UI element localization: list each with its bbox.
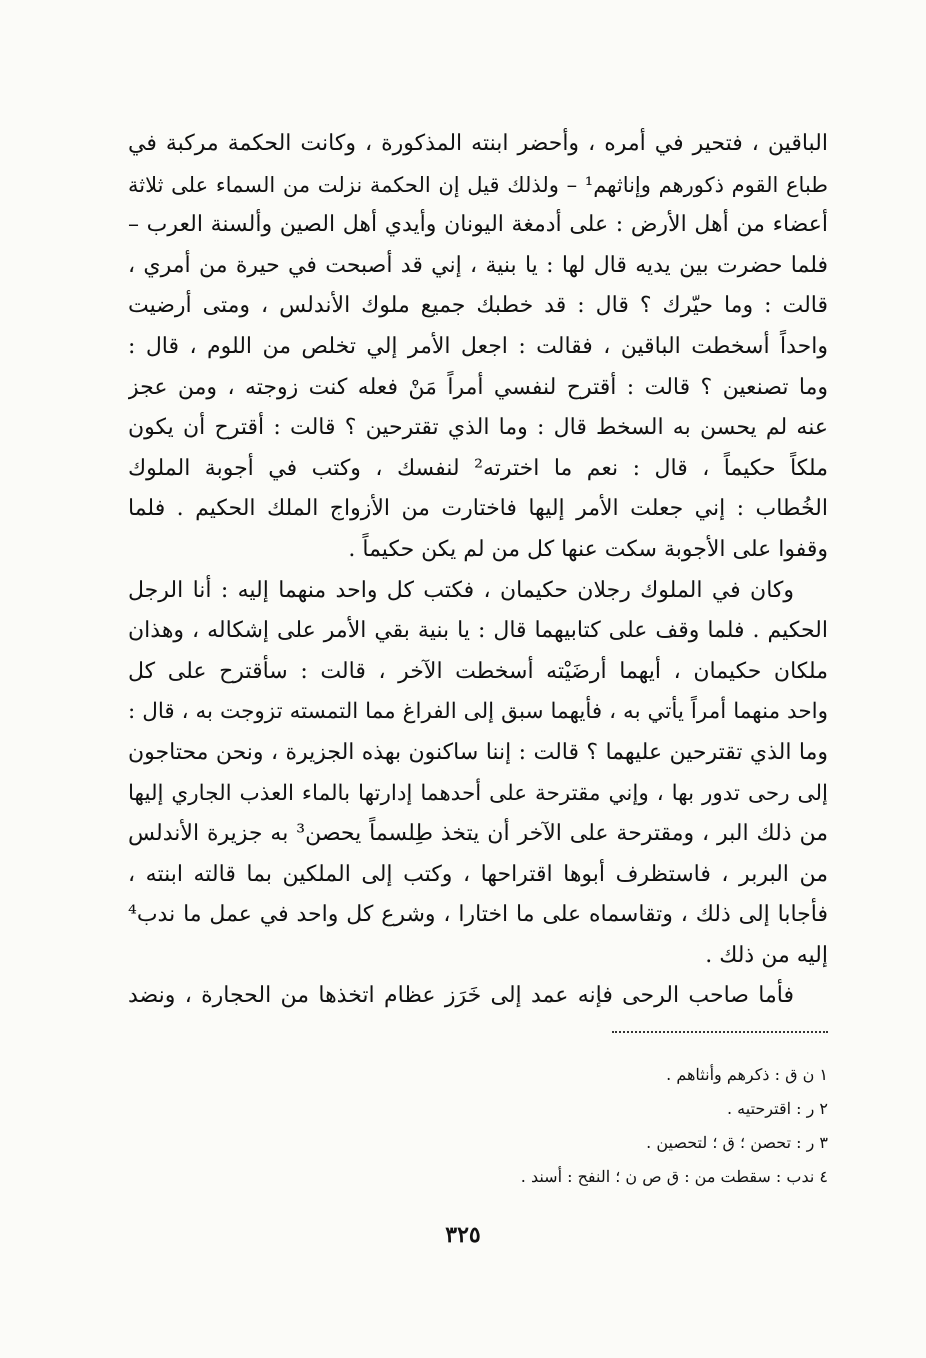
text-line: إليه من ذلك .: [705, 942, 828, 968]
footnote: ٣ ر : تحصن ؛ ق ؛ لتحصين .: [646, 1133, 828, 1152]
text-line: ملكان حكيمان ، أيهما أرضَيْته أسخطت الآخر ، قالت : سأقترح على كل: [128, 658, 828, 684]
text-line: وقفوا على الأجوبة سكت عنها كل من لم يكن حكيماً .: [348, 536, 828, 562]
text-line: فلما حضرت بين يديه قال لها : يا بنية ، إني قد أصبحت في حيرة من أمري ،: [128, 252, 828, 278]
text-line: وما تصنعين ؟ قالت : أقترح لنفسي أمراً مَنْ فعله كنت زوجته ، ومن عجز: [128, 374, 828, 400]
text-line: طباع القوم ذكورهم وإناثهم¹ – ولذلك قيل إن الحكمة نزلت من السماء على ثلاثة: [128, 172, 828, 197]
text-line: الباقين ، فتحير في أمره ، وأحضر ابنته المذكورة ، وكانت الحكمة مركبة في: [128, 131, 828, 156]
text-line: عنه لم يحسن به السخط قال : وما الذي تقترحين ؟ قالت : أقترح أن يكون: [128, 415, 828, 441]
page-number: ٣٢٥: [445, 1222, 481, 1248]
text-line: إلى رحى تدور بها ، وإني مقترحة على أحدهما إدارتها بالماء العذب الجاري إليها: [128, 780, 828, 806]
footnote: ٢ ر : اقترحتيه .: [726, 1099, 828, 1118]
text-line: فأجابا إلى ذلك ، وتقاسماه على ما اختارا ، وشرع كل واحد في عمل ما ندب⁴: [128, 902, 828, 928]
text-line: قالت : وما حيّرك ؟ قال : قد خطبك جميع ملوك الأندلس ، ومتى أرضيت: [128, 293, 828, 319]
text-line: فأما صاحب الرحى فإنه عمد إلى خَرَز عظام اتخذها من الحجارة ، ونضد: [128, 983, 794, 1009]
footnote: ٤ ندب : سقطت من : ق ص ن ؛ النفح : أسند .: [520, 1167, 828, 1186]
text-line: وما الذي تقترحين عليهما ؟ قالت : إننا ساكنون بهذه الجزيرة ، ونحن محتاجون: [128, 739, 828, 765]
text-line: من البربر ، فاستظرف أبوها اقتراحها ، وكتب إلى الملكين بما قالته ابنته ،: [128, 861, 828, 887]
text-line: الحكيم . فلما وقف على كتابيهما قال : يا بنية بقي الأمر على إشكاله ، وهذان: [128, 618, 828, 644]
text-line: وكان في الملوك رجلان حكيمان ، فكتب كل واحد منهما إليه : أنا الرجل: [128, 577, 794, 603]
text-line: واحد منهما أمراً يأتي به ، فأيهما سبق إلى الفراغ مما التمسته تزوجت به ، قال :: [128, 699, 828, 725]
text-line: ملكاً حكيماً ، قال : نعم ما اخترته² لنفسك ، وكتب في أجوبة الملوك: [128, 455, 828, 481]
text-line: الخُطاب : إني جعلت الأمر إليها فاختارت من الأزواج الملك الحكيم . فلما: [128, 496, 828, 522]
text-line: أعضاء من أهل الأرض : على أدمغة اليونان وأيدي أهل الصين وألسنة العرب –: [128, 212, 828, 238]
main-text: [128, 124, 828, 1017]
text-line: واحداً أسخطت الباقين ، فقالت : اجعل الأمر إلي تخلص من اللوم ، قال :: [128, 333, 828, 359]
footnotes: [380, 1058, 828, 1194]
footnote-divider: [612, 1031, 828, 1033]
text-line: من ذلك البر ، ومقترحة على الآخر أن يتخذ طِلسماً يحصن³ به جزيرة الأندلس: [128, 821, 828, 847]
footnote: ١ ن ق : ذكرهم وأنثاهم .: [666, 1065, 828, 1084]
